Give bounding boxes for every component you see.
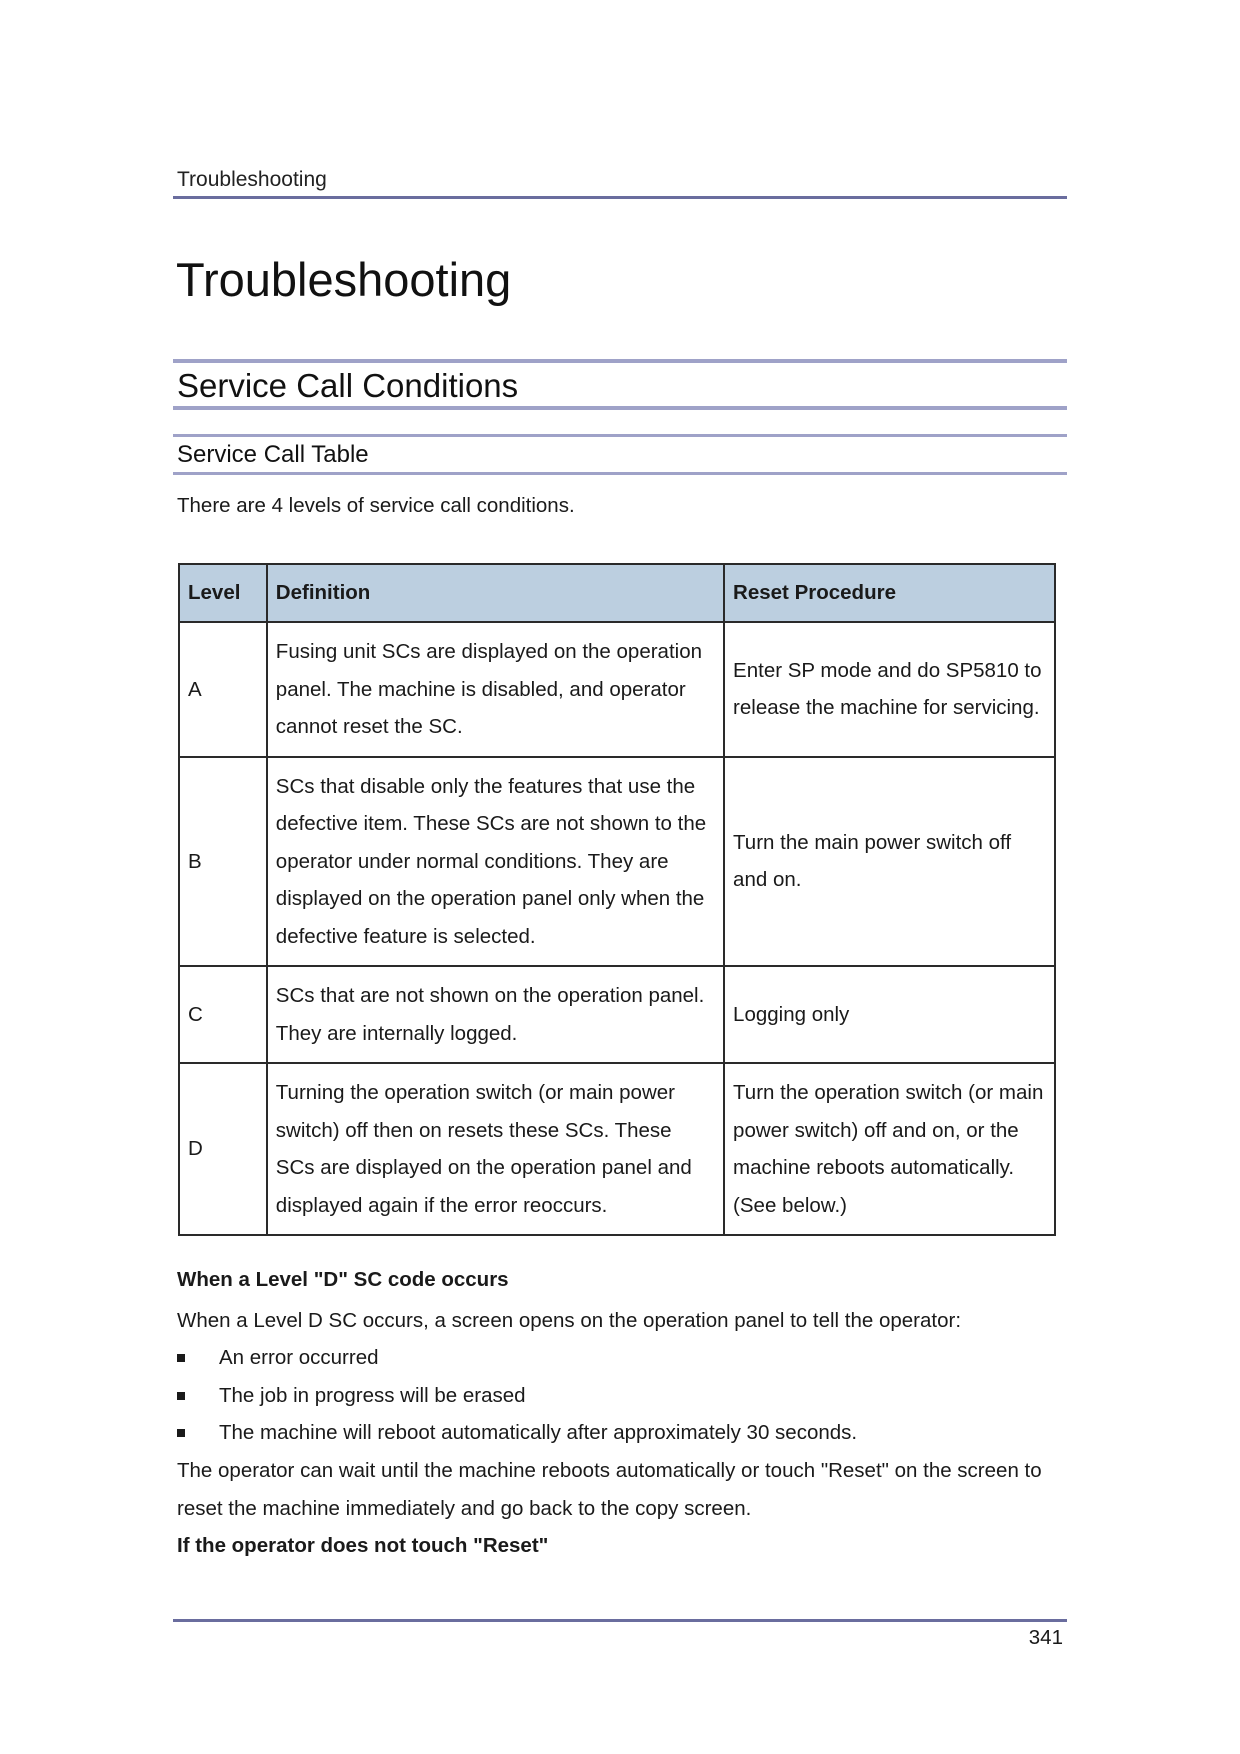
cell-level: D: [179, 1063, 267, 1235]
cell-definition: Turning the operation switch (or main power switch) off then on resets these SCs. These SCs are displayed on the operation panel and displayed again if the error reoccurs.: [267, 1063, 724, 1235]
section-rule-bottom: [173, 406, 1067, 410]
header-level: Level: [179, 564, 267, 622]
page-number: 341: [1028, 1626, 1063, 1649]
cell-reset-procedure: Logging only: [724, 966, 1055, 1063]
table-header-row: [179, 564, 1055, 622]
list-item: [177, 1377, 857, 1415]
cell-definition: Fusing unit SCs are displayed on the operation panel. The machine is disabled, and operator cannot reset the SC.: [267, 622, 724, 757]
cell-level: B: [179, 757, 267, 967]
level-d-bullet-list: [177, 1339, 857, 1452]
no-reset-subheading: If the operator does not touch "Reset": [177, 1534, 549, 1557]
cell-reset-procedure: Turn the operation switch (or main power switch) off and on, or the machine reboots automatically. (See below.): [724, 1063, 1055, 1235]
reset-paragraph: The operator can wait until the machine reboots automatically or touch "Reset" on the screen to reset the machine immediately and go back to the copy screen.: [177, 1459, 1042, 1520]
level-d-heading: When a Level "D" SC code occurs: [177, 1268, 509, 1291]
list-item-text: An error occurred: [219, 1346, 379, 1369]
subsection-rule-top: [173, 434, 1067, 437]
cell-level: A: [179, 622, 267, 757]
subsection-title: Service Call Table: [177, 441, 369, 468]
cell-reset-procedure: Enter SP mode and do SP5810 to release the machine for servicing.: [724, 622, 1055, 757]
header-rule: [173, 196, 1067, 199]
header-reset-procedure: Reset Procedure: [724, 564, 1055, 622]
cell-level: C: [179, 966, 267, 1063]
square-bullet-icon: [177, 1392, 185, 1400]
table-row: [179, 622, 1055, 757]
table-row: [179, 757, 1055, 967]
header-definition: Definition: [267, 564, 724, 622]
chapter-title: Troubleshooting: [176, 253, 512, 306]
cell-reset-procedure: Turn the main power switch off and on.: [724, 757, 1055, 967]
cell-definition: SCs that are not shown on the operation panel. They are internally logged.: [267, 966, 724, 1063]
list-item: [177, 1339, 857, 1377]
list-item-text: The job in progress will be erased: [219, 1383, 526, 1407]
footer-rule: [173, 1619, 1067, 1622]
table-row: [179, 966, 1055, 1063]
cell-definition: SCs that disable only the features that use the defective item. These SCs are not shown to the operator under normal conditions. They are displayed on the operation panel only when the defective feature is selected.: [267, 757, 724, 967]
table-row: [179, 1063, 1055, 1235]
square-bullet-icon: [177, 1429, 185, 1437]
running-header: Troubleshooting: [177, 168, 327, 191]
intro-text: There are 4 levels of service call conditions.: [177, 494, 575, 517]
section-rule-top: [173, 359, 1067, 363]
square-bullet-icon: [177, 1354, 185, 1362]
level-d-lead: When a Level D SC occurs, a screen opens on the operation panel to tell the operator:: [177, 1309, 962, 1332]
subsection-rule-bottom: [173, 472, 1067, 475]
list-item-text: The machine will reboot automatically after approximately 30 seconds.: [219, 1421, 858, 1444]
service-call-table: [178, 563, 1056, 1236]
section-title: Service Call Conditions: [177, 367, 519, 404]
list-item: [177, 1414, 857, 1452]
